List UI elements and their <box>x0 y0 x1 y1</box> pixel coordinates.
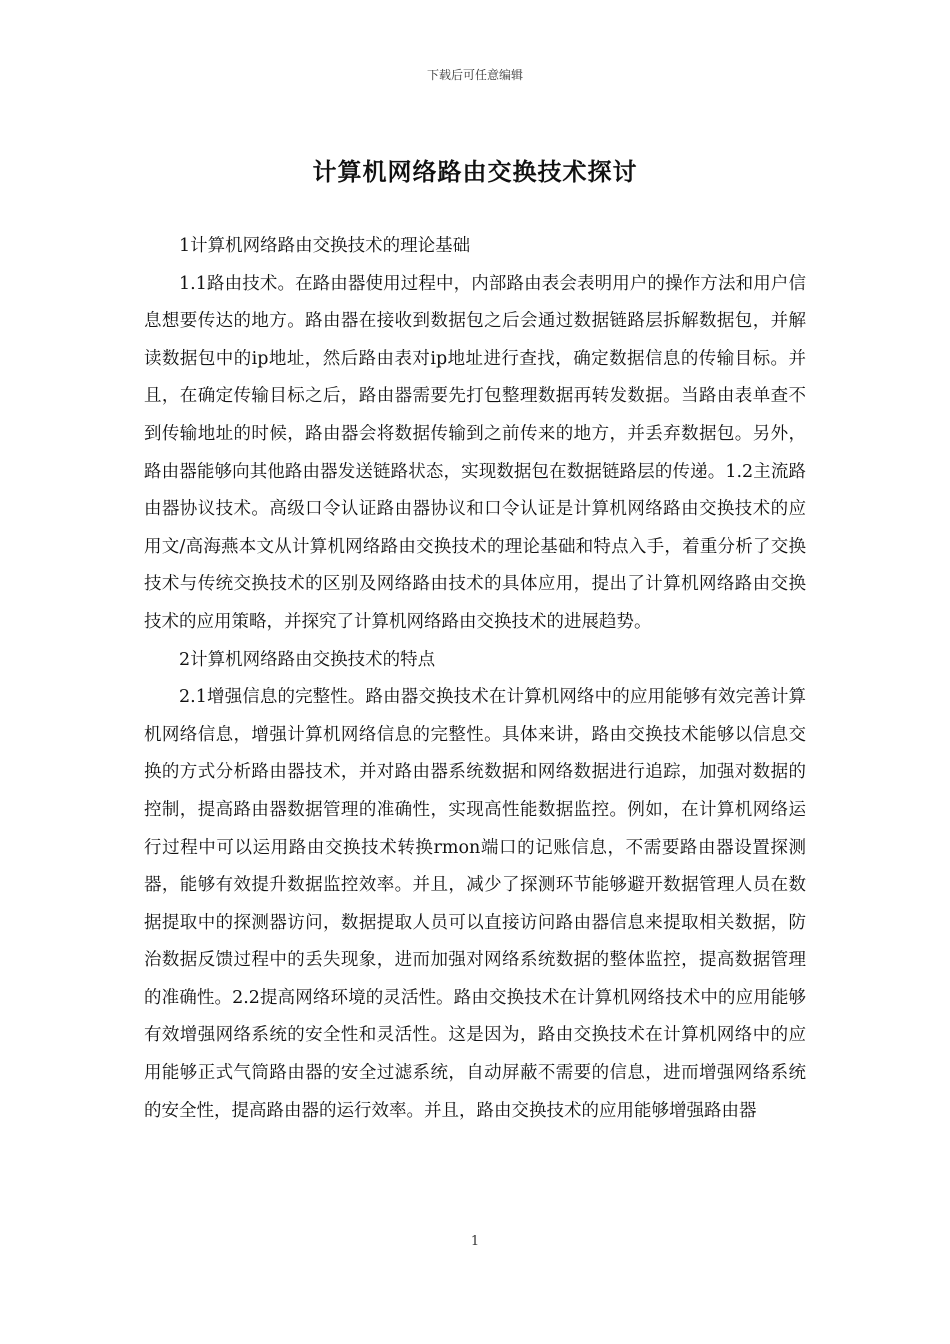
body-paragraph-1: 1.1路由技术。在路由器使用过程中，内部路由表会表明用户的操作方法和用户信息想要传达的地方。路由器在接收到数据包之后会通过数据链路层拆解数据包，并解读数据包中的ip地址，然后路由表对ip地址进行查找，确定数据信息的传输目标。并且，在确定传输目标之后，路由器需要先打包整理数据再转发数据。当路由表单查不到传输地址的时候，路由器会将数据传输到之前传来的地方，并丢弃数据包。另外，路由器能够向其他路由器发送链路状态，实现数据包在数据链路层的传递。1.2主流路由器协议技术。高级口令认证路由器协议和口令认证是计算机网络路由交换技术的应用文/高海燕本文从计算机网络路由交换技术的理论基础和特点入手，着重分析了交换技术与传统交换技术的区别及网络路由技术的具体应用，提出了计算机网络路由交换技术的应用策略，并探究了计算机网络路由交换技术的进展趋势。 <box>144 273 806 632</box>
document-title: 计算机网络路由交换技术探讨 <box>312 157 638 186</box>
section-heading-1: 1计算机网络路由交换技术的理论基础 <box>179 236 471 256</box>
page-number: 1 <box>470 1234 480 1249</box>
section-heading-2: 2计算机网络路由交换技术的特点 <box>179 649 436 670</box>
header-note: 下载后可任意编辑 <box>426 68 523 82</box>
body-paragraph-2: 2.1增强信息的完整性。路由器交换技术在计算机网络中的应用能够有效完善计算机网络信息，增强计算机网络信息的完整性。具体来讲，路由交换技术能够以信息交换的方式分析路由器技术，并对路由器系统数据和网络数据进行追踪，加强对数据的控制，提高路由器数据管理的准确性，实现高性能数据监控。例如，在计算机网络运行过程中可以运用路由交换技术转换rmon端口的记账信息，不需要路由器设置探测器，能够有效提升数据监控效率。并且，减少了探测环节能够避开数据管理人员在数据提取中的探测器访问，数据提取人员可以直接访问路由器信息来提取相关数据，防治数据反馈过程中的丢失现象，进而加强对网络系统数据的整体监控，提高数据管理的准确性。2.2提高网络环境的灵活性。路由交换技术在计算机网络技术中的应用能够有效增强网络系统的安全性和灵活性。这是因为，路由交换技术在计算机网络中的应用能够正式气筒路由器的安全过滤系统，自动屏蔽不需要的信息，进而增强网络系统的安全性，提高路由器的运行效率。并且，路由交换技术的应用能够增强路由器 <box>144 687 806 1121</box>
document-body <box>144 228 806 1130</box>
